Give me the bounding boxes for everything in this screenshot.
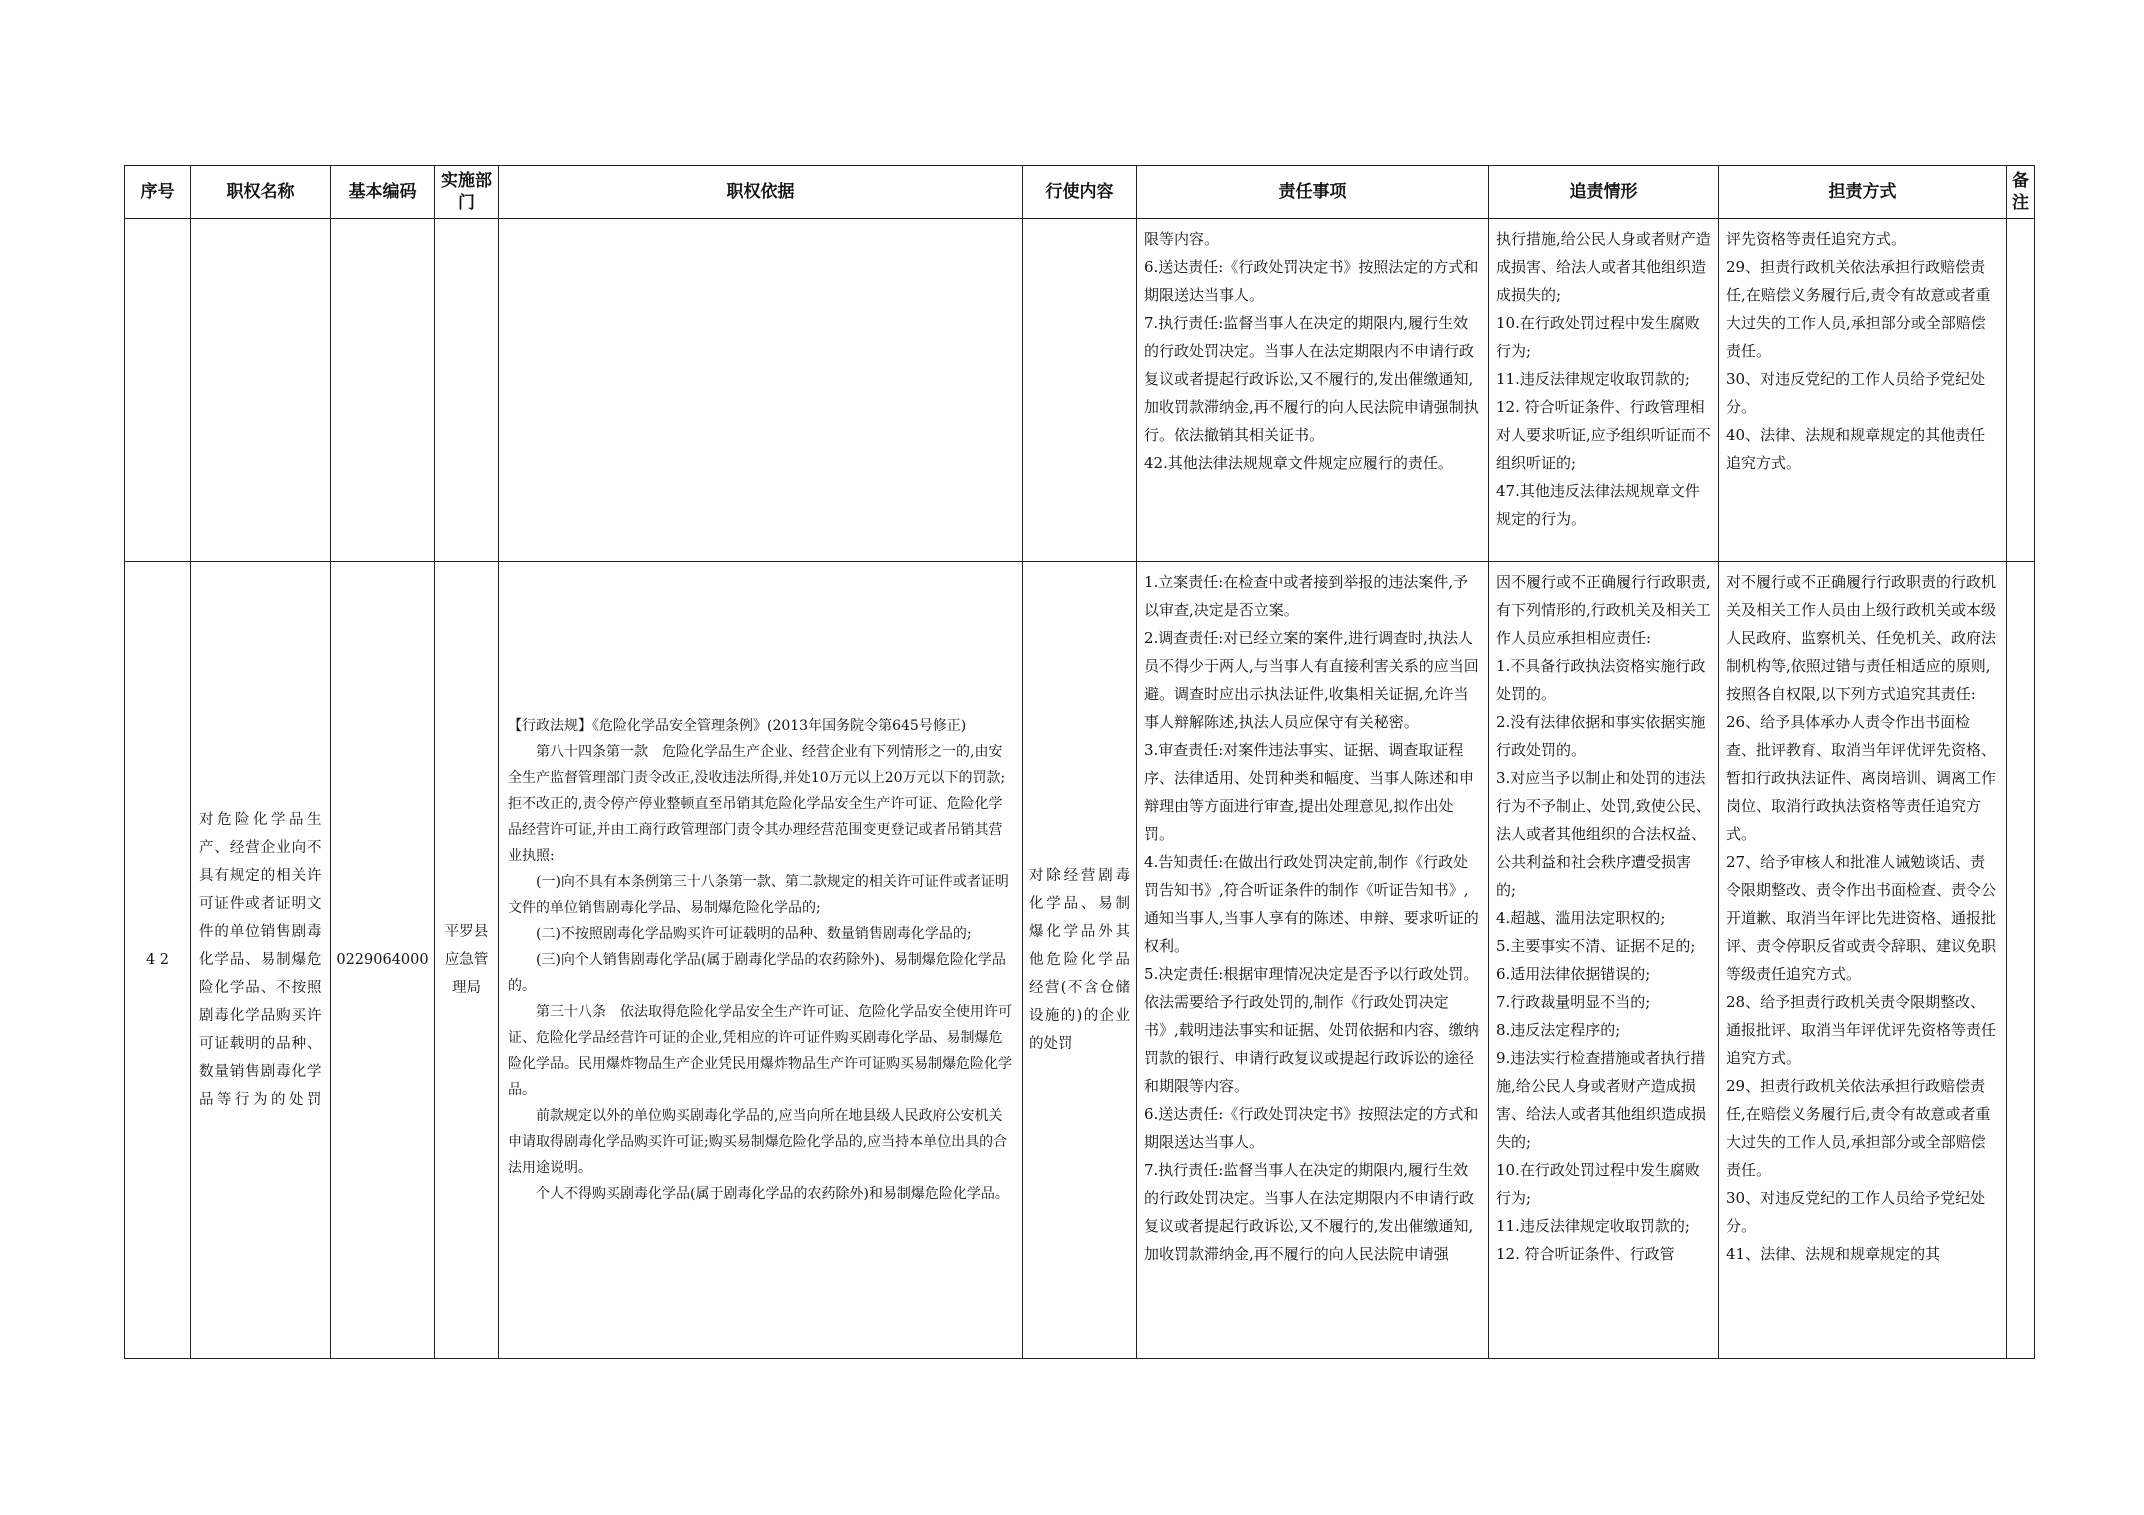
table-row (125, 219, 2035, 562)
authority-table (124, 165, 2035, 1359)
method-text: 评先资格等责任追究方式。 29、担责行政机关依法承担行政赔偿责任,在赔偿义务履行后,责令有故意或者重大过失的工作人员,承担部分或全部赔偿责任。 30、对违反党纪的工作人员给予党纪处分。 40、法律、法规和规章规定的其他责任追究方式。 (1726, 230, 1991, 472)
basis-text: 【行政法规】《危险化学品安全管理条例》(2013年国务院令第645号修正) 第八十四条第一款 危险化学品生产企业、经营企业有下列情形之一的,由安全生产监督管理部门责令改正,没收违法所得,并处10万元以上20万元以下的罚款;拒不改正的,责令停产停业整顿直至吊销其危险化学品安全生产许可证、危险化学品经营许可证,并由工商行政管理部门责令其办理经营范围变更登记或者吊销其营业执照: (一)向不具有本条例第三十八条第一款、第二款规定的相关许可证件或者证明文件的单位销售剧毒化学品、易制爆危险化学品的; (二)不按照剧毒化学品购买许可证载明的品种、数量销售剧毒化学品的; (三)向个人销售剧毒化学品(属于剧毒化学品的农药除外)、易制爆危险化学品的。 第三十八条 依法取得危险化学品安全生产许可证、危险化学品安全使用许可证、危险化学品经营许可证的企业,凭相应的许可证件购买剧毒化学品、易制爆危险化学品。民用爆炸物品生产企业凭民用爆炸物品生产许可证购买易制爆危险化学品。 前款规定以外的单位购买剧毒化学品的,应当向所在地县级人民政府公安机关申请取得剧毒化学品购买许可证;购买易制爆危险化学品的,应当持本单位出具的合法用途说明。 个人不得购买剧毒化学品(属于剧毒化学品的农药除外)和易制爆危险化学品。 (508, 718, 1012, 1202)
method-text: 对不履行或不正确履行行政职责的行政机关及相关工作人员由上级行政机关或本级人民政府、监察机关、任免机关、政府法制机构等,依照过错与责任相适应的原则,按照各自权限,以下列方式追究其责任: 26、给予具体承办人责令作出书面检查、批评教育、取消当年评优评先资格、暂扣行政执法证件、离岗培训、调离工作岗位、取消行政执法资格等责任追究方式。 27、给予审核人和批准人诫勉谈话、责令限期整改、责令作出书面检查、责令公开道歉、取消当年评比先进资格、通报批评、责令停职反省或责令辞职、建议免职等级责任追究方式。 28、给予担责行政机关责令限期整改、通报批评、取消当年评优评先资格等责任追究方式。 29、担责行政机关依法承担行政赔偿责任,在赔偿义务履行后,责令有故意或者重大过失的工作人员,承担部分或全部赔偿责任。 30、对违反党纪的工作人员给予党纪处分。 41、法律、法规和规章规定的其 (1726, 573, 1997, 1263)
cell-duty (1137, 562, 1489, 1359)
header-accountability: 追责情形 (1489, 166, 1719, 219)
cell-basis (499, 562, 1023, 1359)
header-duty: 责任事项 (1137, 166, 1489, 219)
dept-text: 平罗县应急管理局 (444, 924, 489, 996)
header-code: 基本编码 (331, 166, 435, 219)
cell-content (1023, 219, 1137, 562)
accountability-text: 因不履行或不正确履行行政职责,有下列情形的,行政机关及相关工作人员应承担相应责任: 1.不具备行政执法资格实施行政处罚的。 2.没有法律依据和事实依据实施行政处罚的。 3.对应当予以制止和处罚的违法行为不予制止、处罚,致使公民、法人或者其他组织的合法权益、公共利益和社会秩序遭受损害的; 4.超越、滥用法定职权的; 5.主要事实不清、证据不足的; 6.适用法律依据错误的; 7.行政裁量明显不当的; 8.违反法定程序的; 9.违法实行检查措施或者执行措施,给公民人身或者财产造成损害、给法人或者其他组织造成损失的; 10.在行政处罚过程中发生腐败行为; 11.违反法律规定收取罚款的; 12. 符合听证条件、行政管 (1496, 573, 1711, 1263)
cell-note (2007, 562, 2035, 1359)
cell-name (191, 562, 331, 1359)
cell-basis (499, 219, 1023, 562)
header-method: 担责方式 (1719, 166, 2007, 219)
content-text: 对除经营剧毒化学品、易制爆化学品外其他危险化学品经营(不含仓储设施的)的企业的处罚 (1029, 868, 1130, 1052)
header-seq: 序号 (125, 166, 191, 219)
duty-text: 限等内容。 6.送达责任:《行政处罚决定书》按照法定的方式和期限送达当事人。 7.执行责任:监督当事人在决定的期限内,履行生效的行政处罚决定。当事人在法定期限内不申请行政复议或者提起行政诉讼,又不履行的,发出催缴通知,加收罚款滞纳金,再不履行的向人民法院申请强制执行。依法撤销其相关证书。 42.其他法律法规规章文件规定应履行的责任。 (1144, 230, 1479, 472)
cell-note (2007, 219, 2035, 562)
header-dept: 实施部门 (435, 166, 499, 219)
cell-code (331, 219, 435, 562)
cell-dept (435, 562, 499, 1359)
header-name: 职权名称 (191, 166, 331, 219)
cell-content (1023, 562, 1137, 1359)
cell-accountability (1489, 219, 1719, 562)
cell-dept (435, 219, 499, 562)
cell-code: 0229064000 (331, 562, 435, 1359)
cell-name (191, 219, 331, 562)
cell-seq: 4 2 (125, 562, 191, 1359)
cell-duty (1137, 219, 1489, 562)
header-note: 备注 (2007, 166, 2035, 219)
accountability-text: 执行措施,给公民人身或者财产造成损害、给法人或者其他组织造成损失的; 10.在行政处罚过程中发生腐败行为; 11.违反法律规定收取罚款的; 12. 符合听证条件、行政管理相对人要求听证,应予组织听证而不组织听证的; 47.其他违反法律法规规章文件规定的行为。 (1496, 230, 1711, 528)
table-row (125, 562, 2035, 1359)
cell-method (1719, 219, 2007, 562)
name-text: 对危险化学品生产、经营企业向不具有规定的相关许可证件或者证明文件的单位销售剧毒化学品、易制爆危险化学品、不按照剧毒化学品购买许可证载明的品种、数量销售剧毒化学品等行为的处罚 (199, 812, 322, 1108)
header-basis: 职权依据 (499, 166, 1023, 219)
cell-accountability (1489, 562, 1719, 1359)
table-header-row (125, 166, 2035, 219)
header-content: 行使内容 (1023, 166, 1137, 219)
duty-text: 1.立案责任:在检查中或者接到举报的违法案件,予以审查,决定是否立案。 2.调查责任:对已经立案的案件,进行调查时,执法人员不得少于两人,与当事人有直接利害关系的应当回避。调查时应出示执法证件,收集相关证据,允许当事人辩解陈述,执法人员应保守有关秘密。 3.审查责任:对案件违法事实、证据、调查取证程序、法律适用、处罚种类和幅度、当事人陈述和申辩理由等方面进行审查,提出处理意见,拟作出处罚。 4.告知责任:在做出行政处罚决定前,制作《行政处罚告知书》,符合听证条件的制作《听证告知书》,通知当事人,当事人享有的陈述、申辩、要求听证的权利。 5.决定责任:根据审理情况决定是否予以行政处罚。依法需要给予行政处罚的,制作《行政处罚决定书》,载明违法事实和证据、处罚依据和内容、缴纳罚款的银行、申请行政复议或提起行政诉讼的途径和期限等内容。 6.送达责任:《行政处罚决定书》按照法定的方式和期限送达当事人。 7.执行责任:监督当事人在决定的期限内,履行生效的行政处罚决定。当事人在法定期限内不申请行政复议或者提起行政诉讼,又不履行的,发出催缴通知,加收罚款滞纳金,再不履行的向人民法院申请强 (1144, 573, 1479, 1263)
cell-method (1719, 562, 2007, 1359)
cell-seq (125, 219, 191, 562)
